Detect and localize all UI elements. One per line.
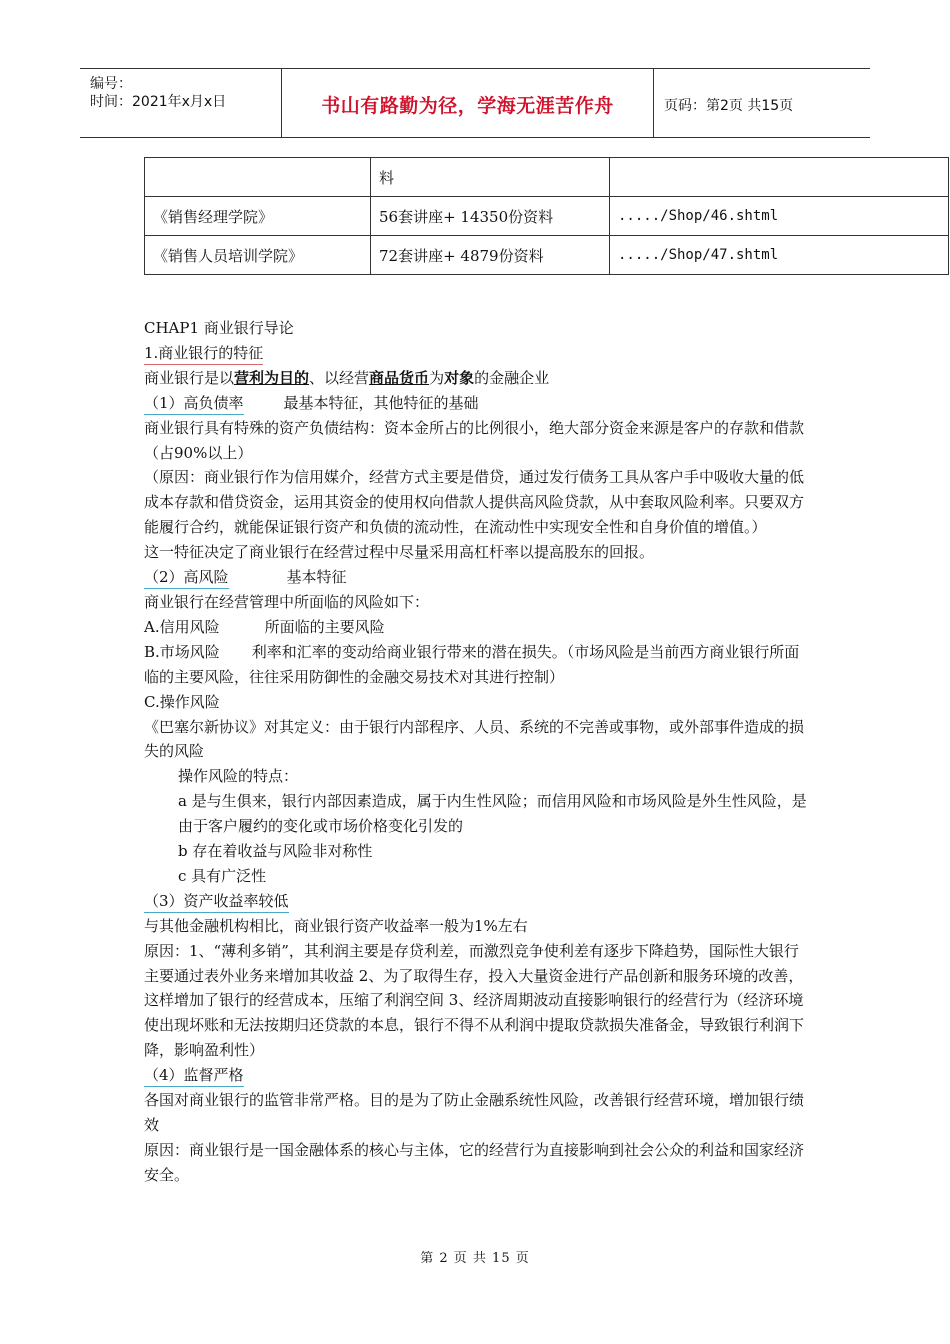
table-row [145, 236, 949, 275]
definition-emphasis: 营利为目的 [234, 368, 310, 387]
definition [144, 366, 808, 391]
table-cell [610, 158, 949, 197]
definition-emphasis: 商品货币 [369, 368, 430, 387]
subheading-note: 基本特征 [286, 568, 347, 587]
motto: 书山有路勤为径，学海无涯苦作舟 [321, 95, 614, 117]
table-cell: 《销售人员培训学院》 [145, 236, 371, 275]
definition-text: 为 [429, 368, 445, 387]
number-label: 编号： [90, 76, 132, 92]
list-heading: 操作风险的特点： [178, 767, 299, 786]
risk-desc: 利率和汇率的变动给商业银行带来的潜在损失。（市场风险是当前西方商业银行所面临的主要风险，往往采用防御性的金融交易技术对其进行控制） [144, 642, 800, 686]
subheading-text: （1）高负债率 [144, 392, 244, 415]
paragraph: 《巴塞尔新协议》对其定义：由于银行内部程序、人员、系统的不完善或事物，或外部事件造成的损失的风险 [144, 717, 805, 761]
paragraph: 商业银行在经营管理中所面临的风险如下： [144, 592, 430, 611]
table-cell: 《销售经理学院》 [145, 197, 371, 236]
page-info: 页码：第2页 共15页 [664, 98, 794, 114]
subheading-text: （3）资产收益率较低 [144, 890, 289, 913]
header-page-cell [654, 69, 870, 137]
subheading-text: （2）高风险 [144, 566, 229, 589]
paragraph: 商业银行具有特殊的资产负债结构：资本金所占的比例很小，绝大部分资金来源是客户的存款和借款（占90%以上） [144, 418, 805, 462]
paragraph: 与其他金融机构相比，商业银行资产收益率一般为1%左右 [144, 916, 528, 935]
subheading-note: 最基本特征，其他特征的基础 [283, 393, 479, 412]
list-item: c 具有广泛性 [178, 866, 267, 885]
subheading [144, 889, 808, 914]
table-cell-link[interactable]: ...../Shop/46.shtml [610, 197, 949, 236]
section-heading-text: 1.商业银行的特征 [144, 342, 263, 365]
list-item: a 是与生俱来，银行内部因素造成，属于内生性风险；而信用风险和市场风险是外生性风险，是由于客户履约的变化或市场价格变化引发的 [178, 792, 807, 836]
table-row [145, 197, 949, 236]
document-body [144, 316, 808, 1188]
subheading [144, 391, 808, 416]
table-cell: 72套讲座+ 4879份资料 [371, 236, 610, 275]
risk-item: C.操作风险 [144, 692, 220, 711]
document-header [80, 68, 870, 138]
risk-label: A.信用风险 [144, 617, 220, 636]
table-cell: 56套讲座+ 14350份资料 [371, 197, 610, 236]
header-meta-cell [80, 69, 282, 137]
paragraph: 各国对商业银行的监管非常严格。目的是为了防止金融系统性风险，改善银行经营环境，增加银行绩效 [144, 1091, 805, 1134]
definition-text: 的金融企业 [474, 368, 550, 387]
definition-emphasis: 对象 [444, 368, 475, 387]
risk-item [144, 615, 808, 640]
subheading-text: （4）监督严格 [144, 1064, 244, 1087]
time-label: 时间：2021年x月x日 [90, 94, 227, 110]
paragraph: 原因：商业银行是一国金融体系的核心与主体，它的经营行为直接影响到社会公众的利益和国家经济安全。 [144, 1140, 805, 1184]
page-footer: 第 2 页 共 15 页 [420, 1251, 530, 1266]
table-cell-link[interactable]: ...../Shop/47.shtml [610, 236, 949, 275]
section-heading [144, 341, 808, 366]
paragraph: 原因：1、“薄利多销”，其利润主要是存贷利差，而激烈竞争使利差有逐步下降趋势，国际性大银行主要通过表外业务来增加其收益 2、为了取得生存，投入大量资金进行产品创新和服务环境的改善，这样增加了银行的经营成本，压缩了利润空间 3、经济周期波动直接影响银行的经营行为（经济环境使出现坏账和无法按期归还贷款的本息，银行不得不从利润中提取贷款损失准备金，导致银行利润下降，影响盈利性） [144, 941, 805, 1060]
header-motto-cell [282, 69, 654, 137]
definition-text: 商业银行是以 [144, 368, 235, 387]
chapter-title: CHAP1 商业银行导论 [144, 319, 294, 337]
subheading [144, 1063, 808, 1088]
risk-desc: 所面临的主要风险 [264, 617, 385, 636]
risk-label: B.市场风险 [144, 642, 220, 661]
subheading [144, 565, 808, 590]
paragraph: （原因：商业银行作为信用媒介，经营方式主要是借贷，通过发行债务工具从客户手中吸收大量的低成本存款和借贷资金，运用其资金的使用权向借款人提供高风险贷款，从中套取风险利率。只要双方能履行合约，就能保证银行资产和负债的流动性，在流动性中实现安全性和自身价值的增值。） [144, 468, 805, 537]
paragraph: 这一特征决定了商业银行在经营过程中尽量采用高杠杆率以提高股东的回报。 [144, 543, 655, 562]
resource-table [144, 157, 949, 275]
risk-item [144, 640, 808, 690]
table-row [145, 158, 949, 197]
table-cell [145, 158, 371, 197]
table-cell: 料 [371, 158, 610, 197]
definition-text: 、以经营 [309, 368, 370, 387]
list-item: b 存在着收益与风险非对称性 [178, 842, 373, 861]
